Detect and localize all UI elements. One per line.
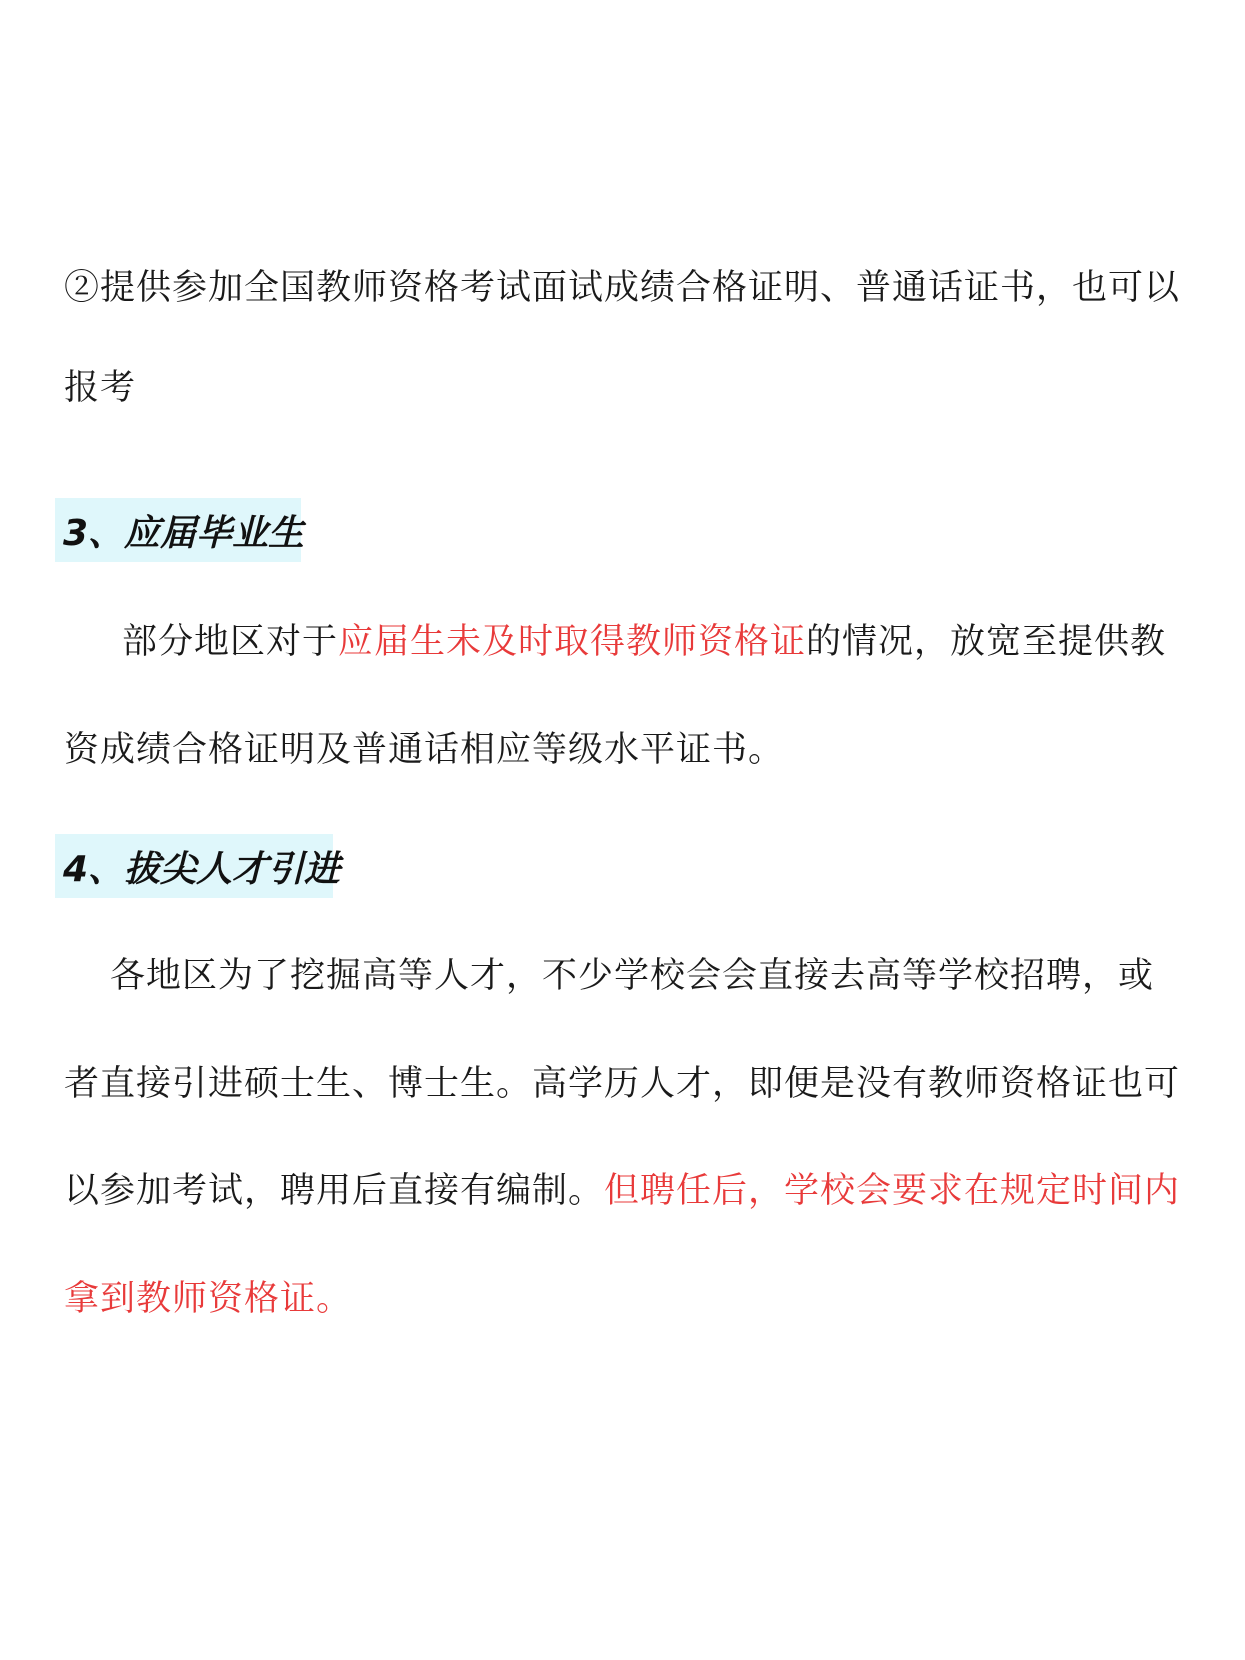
section-4-line-3: [64, 1166, 1180, 1216]
section-3-line-1-suffix: 的情况，放宽至提供教: [806, 622, 1167, 662]
section-3-line-1: [122, 617, 1166, 667]
section-3-highlight: 应届生未及时取得教师资格证: [338, 622, 807, 662]
section-3-heading-box: [55, 498, 305, 562]
section-3-heading: 3、应届毕业生: [63, 512, 305, 554]
paragraph-2-line-2: 报考: [64, 368, 137, 408]
section-4-line-1: 各地区为了挖掘高等人才，不少学校会会直接去高等学校招聘，或: [110, 956, 1155, 996]
section-4-heading: 4、拔尖人才引进: [63, 848, 341, 890]
paragraph-2-line-1: ②提供参加全国教师资格考试面试成绩合格证明、普通话证书，也可以: [64, 268, 1181, 308]
section-3-line-1-prefix: 部分地区对于: [122, 622, 339, 662]
section-4-line-3-prefix: 以参加考试，聘用后直接有编制。: [64, 1171, 605, 1211]
section-4-line-2: 者直接引进硕士生、博士生。高学历人才，即便是没有教师资格证也可: [64, 1064, 1181, 1104]
section-4-highlight-1: 但聘任后，学校会要求在规定时间内: [604, 1171, 1181, 1211]
section-3-line-2: 资成绩合格证明及普通话相应等级水平证书。: [64, 730, 785, 770]
section-4-heading-box: [55, 834, 341, 898]
section-4-highlight-2: 拿到教师资格证。: [64, 1279, 353, 1319]
